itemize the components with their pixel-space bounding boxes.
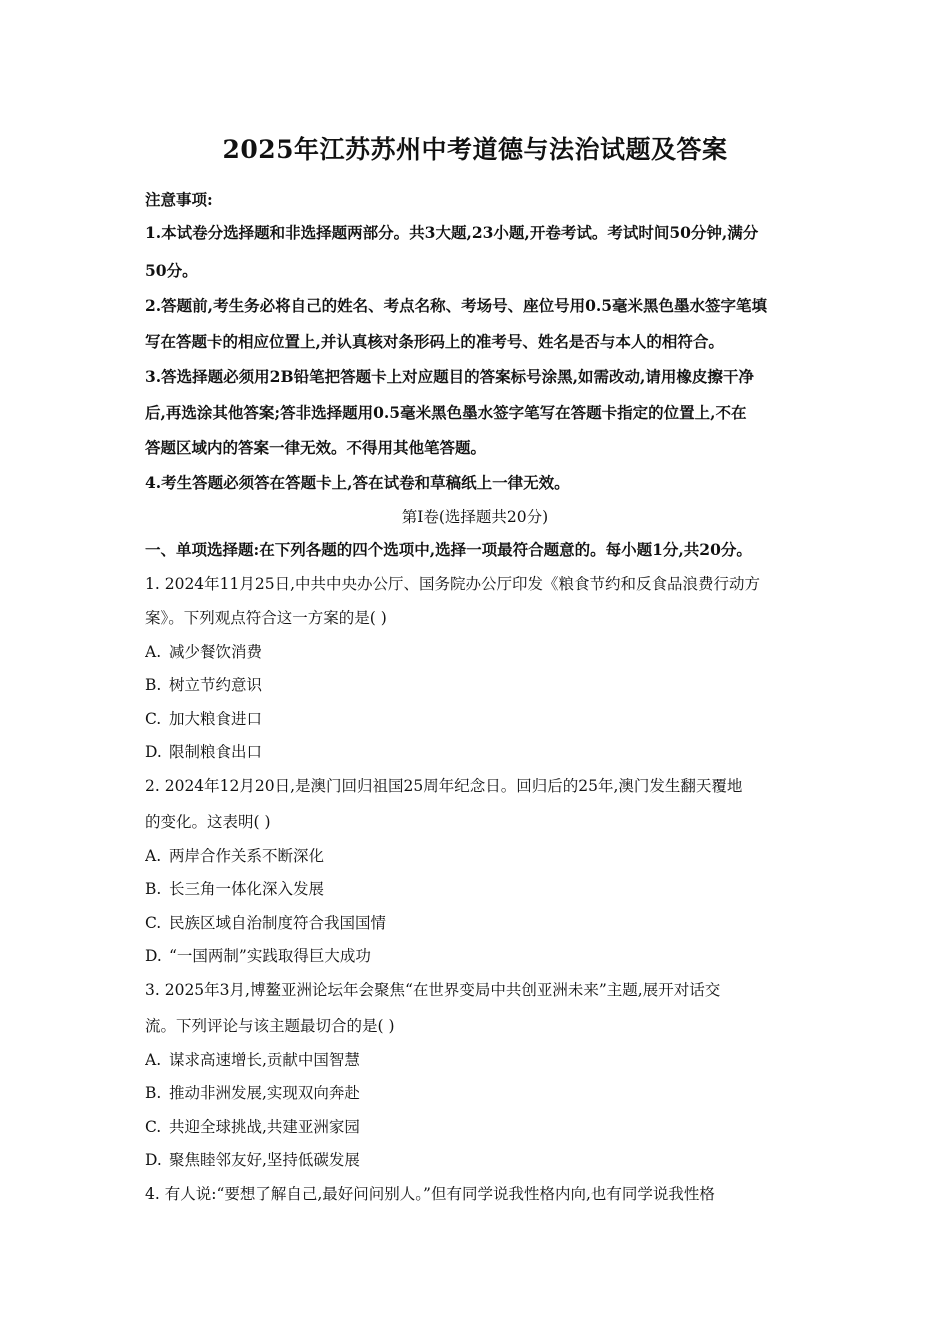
notice-heading: 注意事项: [145,190,213,209]
notice-line: 3.答选择题必须用2B铅笔把答题卡上对应题目的答案标号涂黑,如需改动,请用橡皮擦干净 [145,367,754,386]
notice-line: 后,再选涂其他答案;答非选择题用0.5毫米黑色墨水签字笔写在答题卡指定的位置上,不在 [145,403,747,422]
option-b [145,674,810,696]
option-text: 长三角一体化深入发展 [169,880,325,898]
option-text: 谋求高速增长,贡献中国智慧 [169,1051,360,1069]
option-letter: A. [145,643,162,661]
option-letter: A. [145,847,162,865]
option-letter: C. [145,914,162,932]
notice-line: 写在答题卡的相应位置上,并认真核对条形码上的准考号、姓名是否与本人的相符合。 [145,332,724,351]
option-text: 共迎全球挑战,共建亚洲家园 [169,1118,360,1136]
option-a [145,845,810,867]
question-stem: 案》。下列观点符合这一方案的是( ) [145,609,387,627]
option-c [145,1116,810,1138]
section-title: 第Ⅰ卷(选择题共20分) [401,508,549,526]
option-letter: C. [145,710,162,728]
option-d [145,945,810,967]
option-text: 两岸合作关系不断深化 [169,847,325,865]
option-d [145,1149,810,1171]
option-a [145,1049,810,1071]
option-letter: B. [145,676,162,694]
notice-line: 答题区域内的答案一律无效。不得用其他笔答题。 [145,438,487,457]
question-stem: 3. 2025年3月,博鳌亚洲论坛年会聚焦“在世界变局中共创亚洲未来”主题,展开对话交 [145,981,721,999]
option-text: 民族区域自治制度符合我国国情 [169,914,387,932]
notice-line: 1.本试卷分选择题和非选择题两部分。共3大题,23小题,开卷考试。考试时间50分钟,满分 [145,223,759,242]
question-stem: 2. 2024年12月20日,是澳门回归祖国25周年纪念日。回归后的25年,澳门发生翻天覆地 [145,777,743,795]
option-text: 聚焦睦邻友好,坚持低碳发展 [169,1151,360,1169]
option-text: “一国两制”实践取得巨大成功 [169,947,371,965]
option-letter: C. [145,1118,162,1136]
option-letter: D. [145,947,162,965]
question-stem: 1. 2024年11月25日,中共中央办公厅、国务院办公厅印发《粮食节约和反食品浪费行动方 [145,575,761,593]
option-d [145,741,810,763]
question-stem: 流。下列评论与该主题最切合的是( ) [145,1017,395,1035]
page-title: 2025年江苏苏州中考道德与法治试题及答案 [222,135,728,164]
option-text: 加大粮食进口 [169,710,263,728]
notice-line: 50分。 [145,261,198,280]
notice-line: 4.考生答题必须答在答题卡上,答在试卷和草稿纸上一律无效。 [145,473,570,492]
option-b [145,1082,810,1104]
option-text: 限制粮食出口 [169,743,263,761]
question-stem: 的变化。这表明( ) [145,813,271,831]
question-stem: 4. 有人说:“要想了解自己,最好问问别人。”但有同学说我性格内向,也有同学说我性格 [145,1185,715,1203]
option-letter: D. [145,743,162,761]
option-letter: B. [145,880,162,898]
option-text: 树立节约意识 [169,676,263,694]
option-b [145,878,810,900]
notice-line: 2.答题前,考生务必将自己的姓名、考点名称、考场号、座位号用0.5毫米黑色墨水签字笔填 [145,296,768,315]
option-c [145,912,810,934]
option-text: 减少餐饮消费 [169,643,263,661]
option-letter: B. [145,1084,162,1102]
option-letter: D. [145,1151,162,1169]
option-a [145,641,810,663]
option-text: 推动非洲发展,实现双向奔赴 [169,1084,360,1102]
option-letter: A. [145,1051,162,1069]
part-heading: 一、单项选择题:在下列各题的四个选项中,选择一项最符合题意的。每小题1分,共20分。 [145,540,752,559]
option-c [145,708,810,730]
